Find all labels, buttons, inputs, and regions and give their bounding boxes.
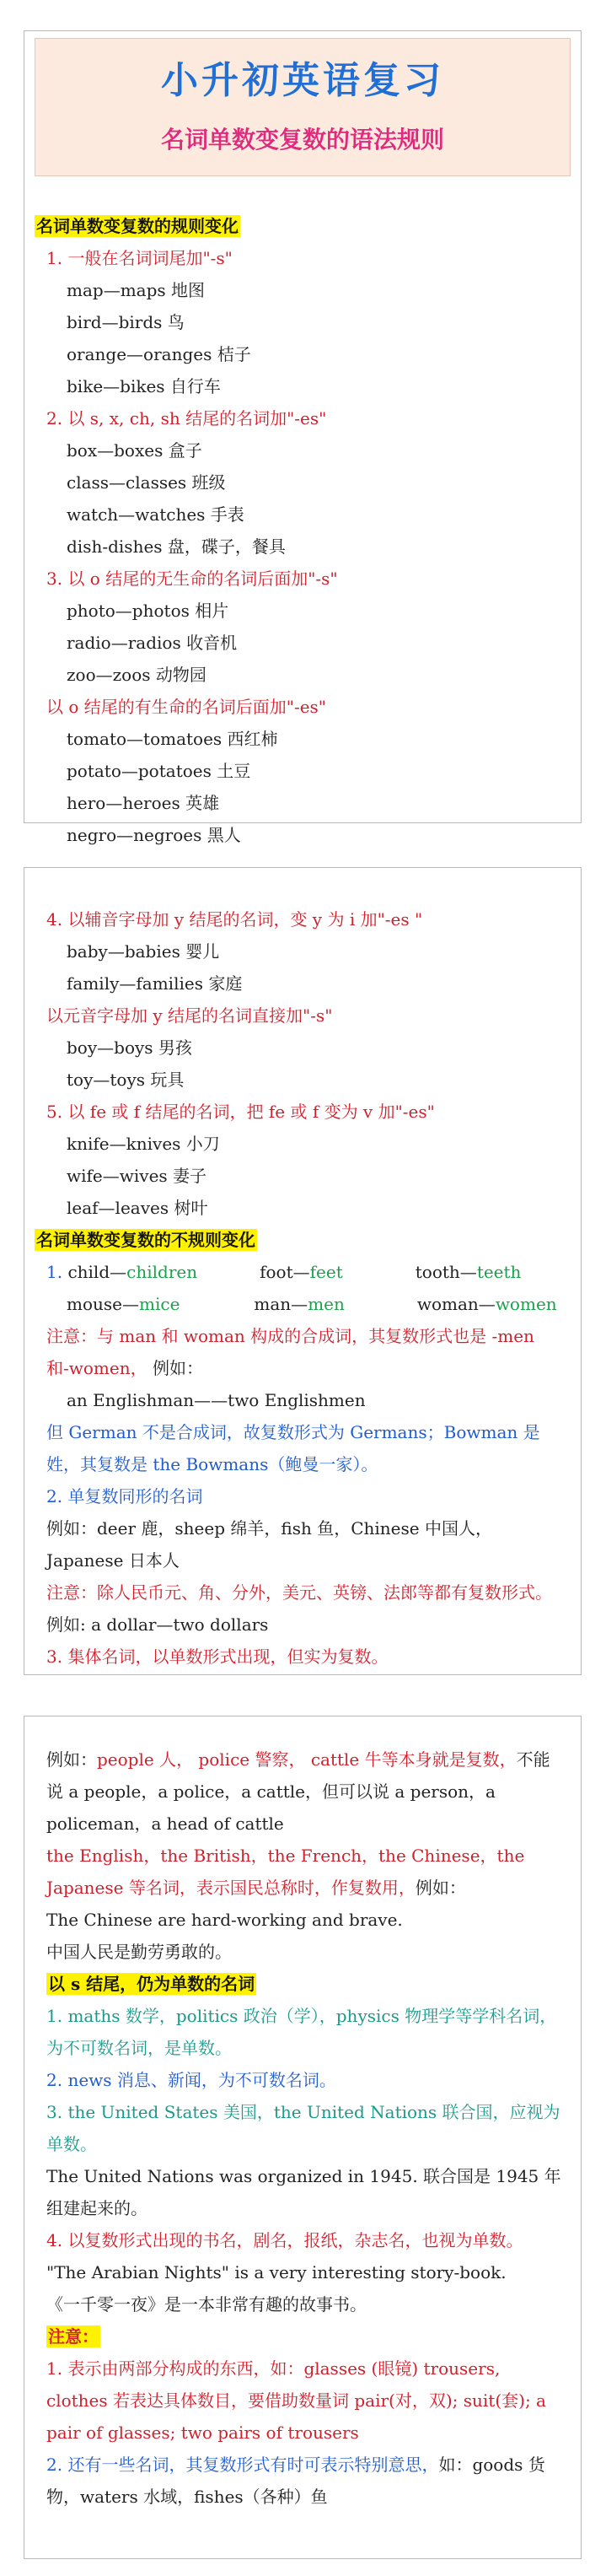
rule-paragraph: 3. the United States 美国，the United Nations 联合国，应视为单数。: [46, 2102, 560, 2154]
example-line: negro—negroes 黑人: [67, 825, 241, 845]
example-paragraph: [35, 1840, 562, 1904]
plural-word: children: [126, 1262, 198, 1282]
example-paragraph: The United Nations was organized in 1945. 联合国是 1945 年组建起来的。: [46, 2166, 561, 2218]
title-banner: [35, 38, 571, 176]
example-line: photo—photos 相片: [67, 601, 229, 621]
example-line: 中国人民是勤劳勇敢的。: [46, 1942, 232, 1962]
rule-paragraph: 1. maths 数学，politics 政治（学），physics 物理学等学科名词，为不可数名词，是单数。: [46, 2006, 557, 2058]
singular-word: man—: [254, 1294, 308, 1314]
example-line: bike—bikes 自行车: [67, 376, 221, 396]
rule-heading: 4. 以辅音字母加 y 结尾的名词，变 y 为 i 加"-es ": [46, 909, 423, 930]
example-line: knife—knives 小刀: [67, 1134, 220, 1154]
example-line: The Chinese are hard-working and brave.: [46, 1910, 403, 1930]
rule-heading: 2. news 消息、新闻，为不可数名词。: [46, 2070, 336, 2090]
example-line: bird—birds 鸟: [67, 312, 185, 332]
highlight-text: the English，the British，the French，the Chinese，the Japanese 等名词，表示国民总称时，作复数用，: [46, 1846, 525, 1898]
plural-word: feet: [309, 1262, 343, 1282]
example-line: boy—boys 男孩: [67, 1037, 192, 1058]
singular-word: mouse—: [67, 1294, 139, 1314]
plural-word: teeth: [476, 1262, 522, 1282]
example-line: wife—wives 妻子: [67, 1166, 207, 1186]
note-paragraph: 1. 表示由两部分构成的东西，如：glasses (眼镜) trousers, clothes 若表达具体数目，要借助数量词 pair(对，双); suit(套); a pair of glasses; two pairs of trousers: [46, 2358, 546, 2443]
note-text: 注意：除人民币元、角、分外，美元、英镑、法郎等都有复数形式。: [46, 1582, 552, 1603]
example-label: 例如：: [147, 1358, 203, 1378]
singular-word: foot—: [260, 1262, 310, 1282]
example-paragraph: 例如：deer 鹿，sheep 绵羊，fish 鱼，Chinese 中国人，Japanese 日本人: [46, 1518, 492, 1571]
note-paragraph: [35, 1576, 562, 1641]
example-line: 《一千零一夜》是一本非常有趣的故事书。: [46, 2294, 367, 2315]
example-line: an Englishman——two Englishmen: [67, 1390, 366, 1410]
body-text: 不能说 a people，a police，a cattle，但可以说 a person，a policeman，a head of cattle: [46, 1749, 550, 1834]
plural-word: men: [308, 1294, 345, 1314]
irregular-examples-row: [35, 1288, 562, 1320]
section-card-irregular-rules: [24, 867, 582, 1675]
note-text: 2. 还有一些名词，其复数形式有时可表示特别意思，: [46, 2455, 439, 2475]
example-label: 例如：: [415, 1878, 466, 1898]
example-paragraph: [35, 1743, 562, 1840]
rule-heading: 1. 一般在名词词尾加"-s": [46, 248, 233, 268]
example-line: orange—oranges 桔子: [67, 344, 251, 364]
section-heading: 名词单数变复数的不规则变化: [36, 1230, 255, 1250]
plural-word: women: [495, 1294, 557, 1314]
section-heading: 以 s 结尾，仍为单数的名词: [48, 1974, 255, 1994]
rule-heading: 5. 以 fe 或 f 结尾的名词，把 fe 或 f 变为 v 加"-es": [46, 1102, 435, 1122]
example-line: box—boxes 盒子: [67, 440, 202, 461]
example-text: 例如: a dollar—two dollars: [46, 1614, 269, 1635]
section-heading: 名词单数变复数的规则变化: [36, 216, 239, 236]
plural-word: mice: [139, 1294, 180, 1314]
example-label: 例如：: [46, 1749, 97, 1770]
singular-word: woman—: [416, 1294, 496, 1314]
section-card-special-cases: [24, 1716, 582, 2559]
singular-word: child—: [67, 1262, 127, 1282]
page-subtitle: 名词单数变复数的语法规则: [160, 126, 444, 154]
example-line: "The Arabian Nights" is a very interesting story-book.: [46, 2262, 507, 2282]
example-text: 如：goods 货物，waters 水域，fishes（各种）鱼: [46, 2455, 545, 2507]
rule-paragraph: 4. 以复数形式出现的书名，剧名，报纸，杂志名，也视为单数。: [46, 2230, 523, 2250]
example-line: baby—babies 婴儿: [67, 941, 220, 962]
irregular-examples-row: [35, 1256, 562, 1288]
example-line: radio—radios 收音机: [67, 633, 238, 653]
example-line: zoo—zoos 动物园: [67, 665, 206, 685]
singular-word: tooth—: [415, 1262, 477, 1282]
rule-heading: 2. 以 s, x, ch, sh 结尾的名词加"-es": [46, 408, 327, 428]
example-line: tomato—tomatoes 西红柿: [67, 729, 278, 749]
section-card-regular-rules: [24, 30, 582, 845]
example-line: dish-dishes 盘，碟子，餐具: [67, 536, 286, 557]
page-title: 小升初英语复习: [161, 59, 444, 102]
list-number: 1.: [46, 1262, 68, 1282]
example-line: leaf—leaves 树叶: [67, 1198, 208, 1218]
example-line: hero—heroes 英雄: [67, 793, 220, 813]
example-line: toy—toys 玩具: [67, 1070, 185, 1090]
note-paragraph: [35, 1320, 562, 1384]
note-text: 注意：与 man 和 woman 构成的合成词，其复数形式也是 -men 和-women，: [46, 1326, 534, 1378]
highlight-text: people 人， police 警察， cattle 牛等本身就是复数，: [97, 1749, 517, 1770]
example-line: map—maps 地图: [67, 280, 206, 300]
note-paragraph: 但 German 不是合成词，故复数形式为 Germans；Bowman 是姓，其复数是 the Bowmans（鲍曼一家）。: [46, 1422, 540, 1474]
note-paragraph: [35, 2449, 562, 2513]
rule-heading: 以 o 结尾的有生命的名词后面加"-es": [46, 697, 327, 717]
example-line: family—families 家庭: [67, 973, 243, 994]
example-line: class—classes 班级: [67, 472, 226, 493]
example-line: potato—potatoes 土豆: [67, 761, 251, 781]
example-line: watch—watches 手表: [67, 504, 244, 525]
note-heading: 注意：: [48, 2326, 99, 2347]
rule-heading: 3. 集体名词，以单数形式出现，但实为复数。: [46, 1646, 389, 1667]
rule-heading: 2. 单复数同形的名词: [46, 1486, 203, 1506]
rule-heading: 以元音字母加 y 结尾的名词直接加"-s": [46, 1005, 333, 1026]
rule-heading: 3. 以 o 结尾的无生命的名词后面加"-s": [46, 569, 338, 589]
